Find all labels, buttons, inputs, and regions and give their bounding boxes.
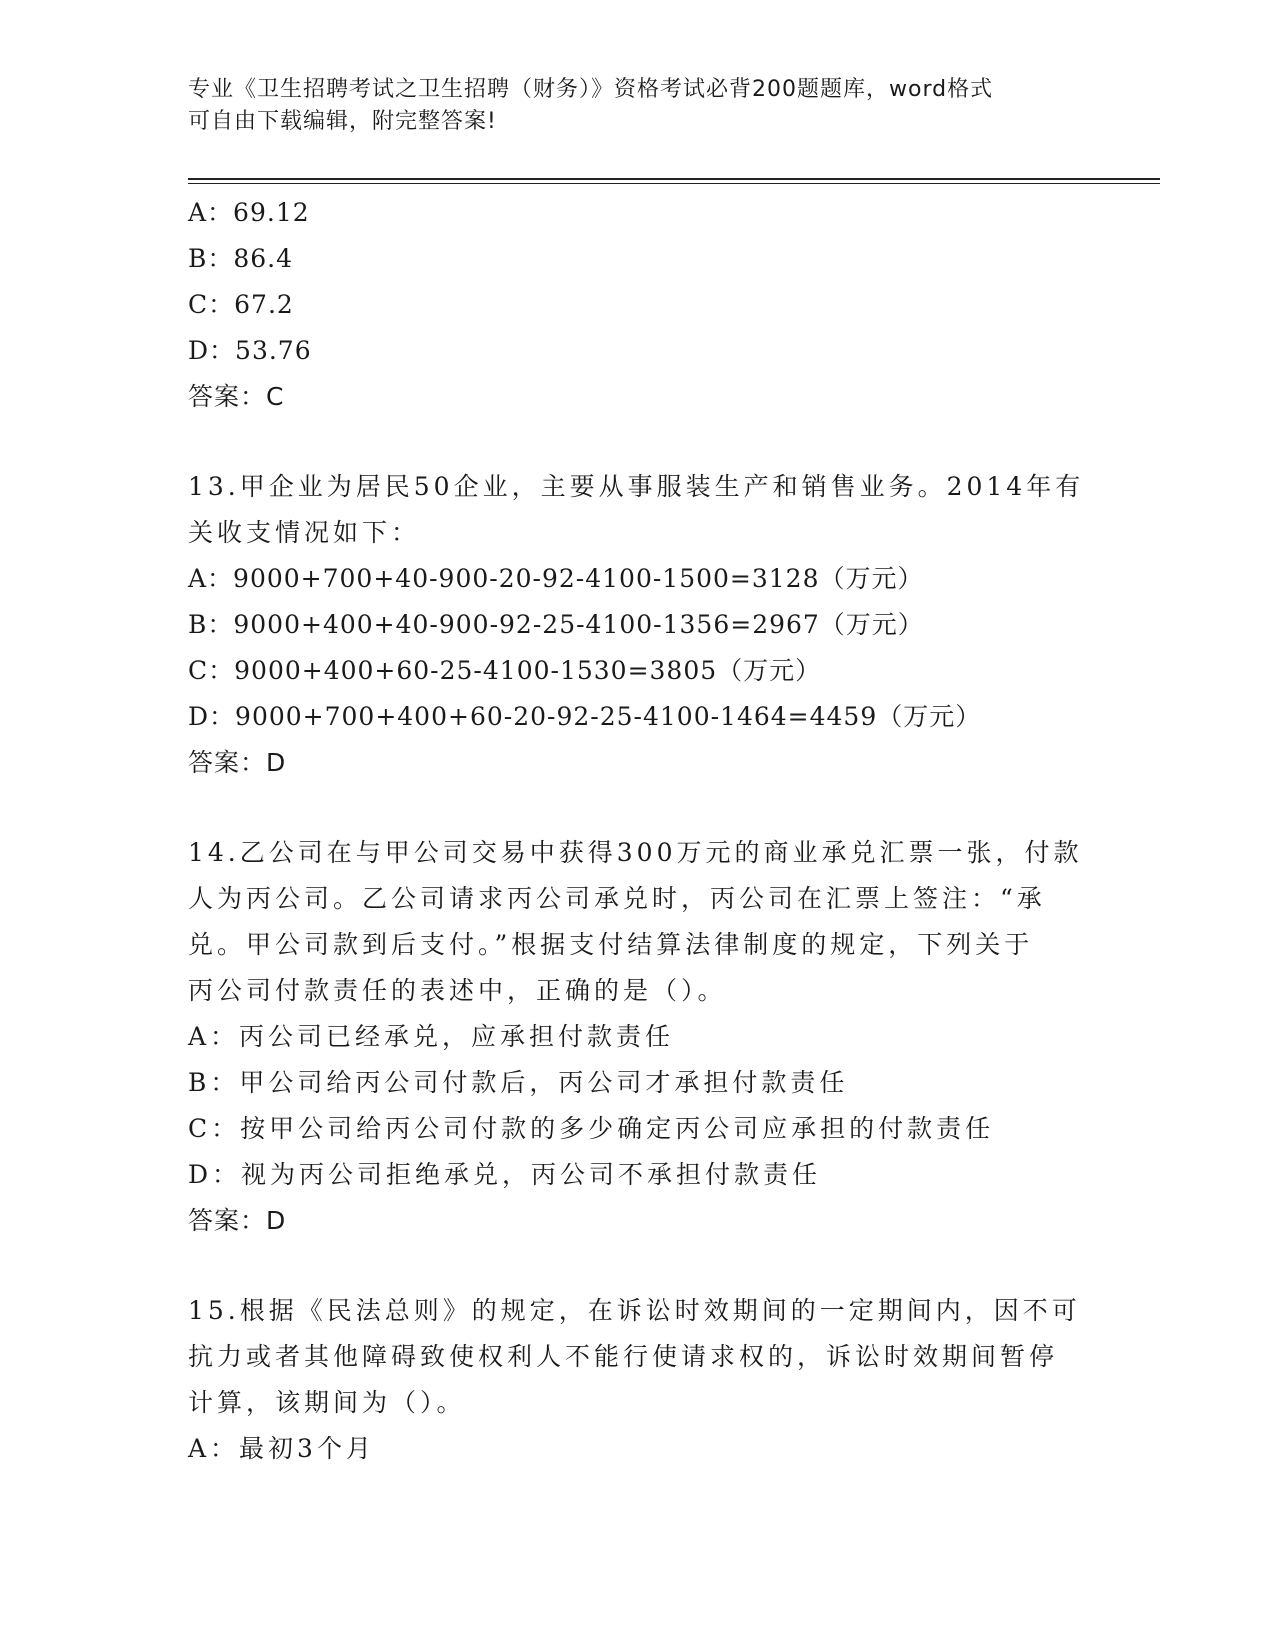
question-stem-line: 15.根据《民法总则》的规定，在诉讼时效期间的一定期间内，因不可 xyxy=(188,1296,1081,1325)
question-stem-line: 计算，该期间为（）。 xyxy=(188,1388,466,1417)
document-header xyxy=(188,74,1088,138)
answer-line: 答案：D xyxy=(188,1206,287,1235)
question-13 xyxy=(188,464,1088,786)
option-c: C：按甲公司给丙公司付款的多少确定丙公司应承担的付款责任 xyxy=(188,1114,995,1143)
option-b: B：甲公司给丙公司付款后，丙公司才承担付款责任 xyxy=(188,1068,849,1097)
option-a: A：丙公司已经承兑，应承担付款责任 xyxy=(188,1022,675,1051)
option-a: A：69.12 xyxy=(188,198,310,227)
question-stem-line: 兑。甲公司款到后支付。”根据支付结算法律制度的规定，下列关于 xyxy=(188,930,1034,959)
question-spacer xyxy=(188,786,1088,830)
option-d: D：53.76 xyxy=(188,336,312,365)
option-b: B：86.4 xyxy=(188,244,294,273)
question-stem-line: 人为丙公司。乙公司请求丙公司承兑时，丙公司在汇票上签注：“承 xyxy=(188,884,1046,913)
question-stem-line: 丙公司付款责任的表述中，正确的是（）。 xyxy=(188,976,727,1005)
question-content xyxy=(188,190,1088,1472)
question-stem-line: 13.甲企业为居民50企业，主要从事服装生产和销售业务。2014年有 xyxy=(188,472,1085,501)
question-12 xyxy=(188,190,1088,420)
option-c: C：67.2 xyxy=(188,290,294,319)
option-c: C：9000+400+60-25-4100-1530=3805（万元） xyxy=(188,656,822,685)
option-a: A：9000+700+40-900-20-92-4100-1500=3128（万元） xyxy=(188,564,924,593)
header-line-2: 可自由下载编辑，附完整答案! xyxy=(188,109,497,134)
option-a: A：最初3个月 xyxy=(188,1434,375,1463)
question-stem-line: 抗力或者其他障碍致使权利人不能行使请求权的，诉讼时效期间暂停 xyxy=(188,1342,1059,1371)
question-spacer xyxy=(188,420,1088,464)
question-14 xyxy=(188,830,1088,1244)
header-divider-thick xyxy=(188,178,1160,180)
option-d: D：9000+700+400+60-20-92-25-4100-1464=4459（万元） xyxy=(188,702,982,731)
question-spacer xyxy=(188,1244,1088,1288)
option-b: B：9000+400+40-900-92-25-4100-1356=2967（万元） xyxy=(188,610,924,639)
header-line-1: 专业《卫生招聘考试之卫生招聘（财务）》资格考试必背200题题库，word格式 xyxy=(188,77,994,102)
question-stem-line: 14.乙公司在与甲公司交易中获得300万元的商业承兑汇票一张，付款 xyxy=(188,838,1083,867)
header-divider-thin xyxy=(188,183,1160,184)
answer-line: 答案：C xyxy=(188,382,285,411)
answer-line: 答案：D xyxy=(188,748,287,777)
question-stem-line: 关收支情况如下： xyxy=(188,518,421,547)
option-d: D：视为丙公司拒绝承兑，丙公司不承担付款责任 xyxy=(188,1160,822,1189)
question-15 xyxy=(188,1288,1088,1472)
